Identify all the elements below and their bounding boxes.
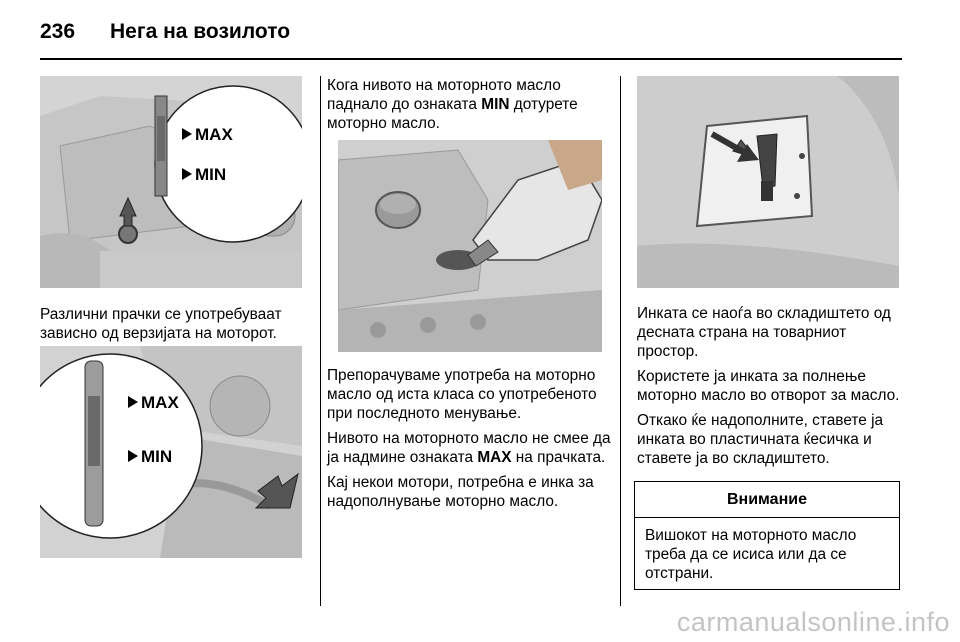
funnel-note: Кај некои мотори, потребна е инка за надополнување моторно масло. [327,474,594,510]
notice-body: Вишокот на моторното масло треба да се исиса или да се отстрани. [645,527,857,582]
funnel-usage: Користете ја инката за полнење моторно масло во отворот за масло. [637,368,900,404]
fig2-min-label: MIN [141,447,173,466]
caption-dipstick-versions: Различни прачки се употребуваат зависно од верзијата на моторот. [40,306,282,342]
oil-pouring-illustration [338,140,602,352]
figure-dipstick-alt [40,346,302,558]
fig2-max-label: MAX [141,393,179,412]
column-2-intro: Кога нивото на моторното масло паднало до ознаката MIN дотурете моторно масло. [327,77,578,132]
figure-pouring-oil [338,140,602,352]
figure-funnel-storage [637,76,899,288]
chapter-title: Нега на возилото [110,20,291,43]
notice-box [634,481,900,590]
page-number: 236 [40,20,76,43]
column-3-body [637,304,907,474]
min-mark: MIN [481,96,510,113]
column-divider-left [320,76,321,606]
dipstick-alt-illustration [40,346,302,558]
max-level-warning: Нивото на моторното масло не смее да ја надмине ознаката MAX на прачката. [327,430,611,466]
oil-class-recommendation: Препорачуваме употреба на моторно масло од иста класа со употребеното при последното менување. [327,367,597,422]
funnel-storage-illustration [637,76,899,288]
fig1-min-label: MIN [195,165,227,184]
funnel-storing: Откако ќе надополните, ставете ја инката во пластичната ќесичка и ставете ја во складиштето. [637,412,884,467]
funnel-location: Инката се наоѓа во складиштето од десната страна на товарниот простор. [637,305,891,360]
page-header [40,14,290,50]
max-mark: MAX [477,449,512,466]
column-divider-right [620,76,621,606]
header-rule [40,58,902,60]
notice-title: Внимание [635,482,899,518]
fig1-max-label: MAX [195,125,233,144]
watermark: carmanualsonline.info [676,607,950,637]
column-2-body [327,366,612,517]
figure-dipstick-engine [40,76,302,288]
dipstick-illustration [40,76,302,288]
